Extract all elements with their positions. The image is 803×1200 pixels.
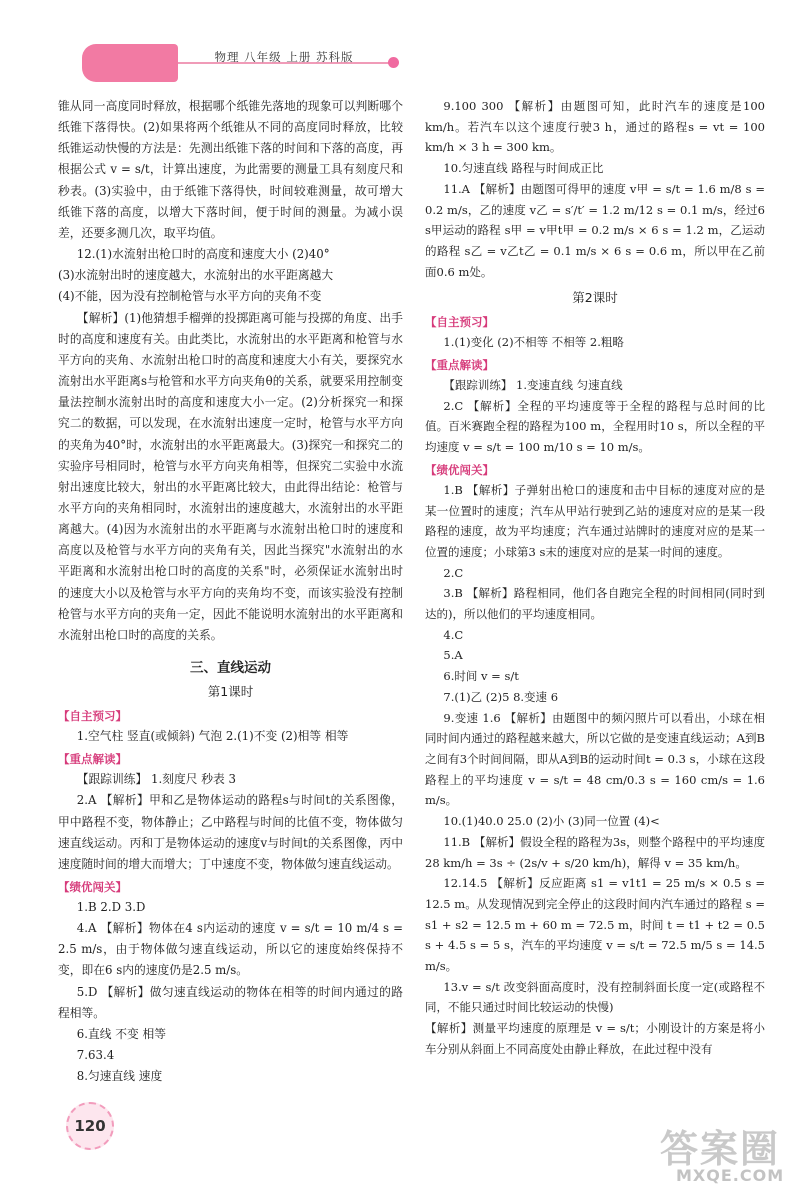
excel-answer-5: 5.D 【解析】做匀速直线运动的物体在相等的时间内通过的路程相等。 (58, 984, 403, 1020)
tag-excel-2: 【绩优闯关】 (425, 462, 494, 477)
header-dot (388, 57, 399, 68)
left-para-1: 锥从同一高度同时释放，根据哪个纸锥先落地的现象可以判断哪个纸锥下落得快。(2)如果将两个纸锥从不同的高度同时释放，比较纸锥运动快慢的方法是：先测出纸锥下落的时间和下落的高度，再根据公式 v = s/t，计算出速度，为此需要的测量工具有刻度尺和秒表。(3)实验中，由于纸锥下落得快，时间较难测量，故可增大纸锥下落的高度，以增大下落时间，便于时间的测量。为减小误差，还要多测几次，取平均值。 (58, 99, 403, 240)
tag-excel: 【绩优闯关】 (58, 880, 127, 894)
excel2-answer-12: 12.14.5 【解析】反应距离 s1 = v1t1 = 25 m/s × 0.5 s = 12.5 m。从发现情况到完全停止的这段时间内汽车通过的路程 s = s1 + s2 = 12.5 m + 60 m = 72.5 m，时间 t = t1 + t2 = 0.5 s + 4.5 s = 5 s，汽车的平均速度 v = s/t = 72.5 m/5 s = 14.5 m/s。 (425, 876, 765, 974)
tag-key-points: 【重点解读】 (58, 752, 127, 767)
lesson-1-title: 第1课时 (207, 684, 254, 700)
key2-answer-2: 2.C 【解析】全程的平均速度等于全程的路程与总时间的比值。百米赛跑全程的路程为100 m，全程用时10 s，所以全程的平均速度 v = s/t = 100 m/10 s = 10 m/s。 (425, 398, 765, 455)
lesson-2-title: 第2课时 (572, 290, 618, 306)
excel2-answer-13-explanation: 【解析】测量平均速度的原理是 v = s/t；小刚设计的方案是将小车分别从斜面上不同高度处由静止释放，在此过程中没有 (425, 1021, 765, 1056)
excel2-answer-13: 13.v = s/t 改变斜面高度时，没有控制斜面长度一定(或路程不同，不能只通过时间比较运动的快慢) (425, 979, 765, 1015)
q12-explanation: 【解析】(1)他猜想手榴弹的投掷距离可能与投掷的角度、出手时的高度和速度有关。由此类比，水流射出的水平距离和枪管与水平方向的夹角、水流射出枪口时的高度和速度大小有关，要探究水流射出水平距离s与枪管和水平方向夹角θ的关系，就要采用控制变量法控制水流射出时的高度和速度大小一定。(2)分析探究一和探究二的数据，可以发现，在水流射出速度一定时，枪管与水平方向的夹角为40°时，水流射出的水平距离最大。(3)探究一和探究二的实验序号相同时，枪管与水平方向夹角相等，但探究二实验中水流射出速度比较大，射出的水平距离比较大，由此得出结论：枪管与水平方向的夹角相同时，水流射出的速度越大，水流射出的水平距离越大。(4)因为水流射出的水平距离与水流射出枪口时的速度和高度以及枪管与水平方向的夹角有关，因此当探究"水流射出的水平距离和水流射出枪口时的高度的关系"时，必须保证水流射出时的速度大小以及枪管与水平方向的夹角均不变，而该实验没有控制枪管与水平方向的夹角一定，因此不能说明水流射出的水平距离和水流射出枪口时的高度的关系。 (58, 310, 403, 642)
excel2-answer-11: 11.B 【解析】假设全程的路程为3s，则整个路程中的平均速度 28 km/h = 3s ÷ (2s/v + s/20 km/h)，解得 v = 35 km/h。 (425, 834, 765, 870)
header-pink-tab (82, 44, 178, 82)
key-answer-2: 2.A 【解析】甲和乙是物体运动的路程s与时间t的关系图像，甲中路程不变，物体静止；乙中路程与时间的比值不变，物体做匀速直线运动。丙和丁是物体运动的速度v与时间t的关系图像，丙中速度随时间的增大而增大；丁中速度不变，物体做匀速直线运动。 (58, 793, 403, 871)
excel-answer-4: 4.A 【解析】物体在4 s内运动的速度 v = s/t = 10 m/4 s = 2.5 m/s，由于物体做匀速直线运动，所以它的速度始终保持不变，即在6 s内的速度仍是2.5 m/s。 (58, 921, 403, 978)
tag-preview-2: 【自主预习】 (425, 315, 494, 330)
excel2-answer-3: 3.B 【解析】路程相同，他们各自跑完全程的时间相同(同时到达的)，所以他们的平均速度相同。 (425, 586, 765, 622)
right-column (425, 96, 765, 1060)
key-answer-1: 【跟踪训练】 1.刻度尺 秒表 3 (76, 772, 236, 787)
preview-answers: 1.空气柱 竖直(或倾斜) 气泡 2.(1)不变 (2)相等 相等 (76, 729, 349, 744)
q10-answer: 10.匀速直线 路程与时间成正比 (443, 161, 604, 176)
excel2-answer-5: 5.A (443, 648, 463, 663)
left-column (58, 96, 403, 1087)
q12-answer-a: 12.(1)水流射出枪口时的高度和速度大小 (2)40° (76, 247, 330, 262)
q12-answer-c: (4)不能，因为没有控制枪管与水平方向的夹角不变 (58, 289, 322, 304)
tag-preview: 【自主预习】 (58, 709, 127, 724)
q9-answer: 9.100 300 【解析】由题图可知，此时汽车的速度是100 km/h。若汽车以这个速度行驶3 h，通过的路程s = vt = 100 km/h × 3 h = 300 km。 (425, 99, 765, 155)
excel2-answer-4: 4.C (443, 627, 464, 642)
watermark-url: MXQE.COM (676, 1166, 785, 1185)
header-label: 物理 八年级 上册 苏科版 (214, 50, 354, 64)
section-title: 三、直线运动 (190, 660, 271, 677)
excel-answer-6: 6.直线 不变 相等 (76, 1026, 166, 1041)
q12-answer-b: (3)水流射出时的速度越大，水流射出的水平距离越大 (58, 268, 334, 283)
key2-answer-1: 【跟踪训练】 1.变速直线 匀速直线 (443, 378, 623, 393)
tag-key-points-2: 【重点解读】 (425, 358, 494, 373)
excel-answer-7: 7.63.4 (76, 1048, 115, 1063)
excel2-answer-2: 2.C (443, 565, 464, 580)
q11-answer: 11.A 【解析】由题图可得甲的速度 v甲 = s/t = 1.6 m/8 s = 0.2 m/s，乙的速度 v乙 = s′/t′ = 1.2 m/12 s = 0.1 m/s，经过6 s甲运动的路程 s甲 = v甲t甲 = 0.2 m/s × 6 s = 1.2 m，乙运动的路程 s乙 = v乙t乙 = 0.1 m/s × 6 s = 0.6 m，所以甲在乙前面0.6 m处。 (425, 181, 765, 279)
excel2-answer-1: 1.B 【解析】子弹射出枪口的速度和击中目标的速度对应的是某一位置时的速度；汽车从甲站行驶到乙站的速度对应的是某一段路程的速度，故为平均速度；汽车通过站牌时的速度对应的是某一位置的速度；小球第3 s末的速度对应的是某一时间的速度。 (425, 482, 765, 559)
watermark-logo: 答案圈 (660, 1127, 781, 1171)
excel2-answer-6: 6.时间 v = s/t (443, 669, 519, 684)
excel2-answer-9: 9.变速 1.6 【解析】由题图中的频闪照片可以看出，小球在相同时间内通过的路程越来越大，所以它做的是变速直线运动；A到B之间有3个时间间隔，即从A到B的运动时间t = 0.3 s，小球在这段路程上的平均速度 v = s/t = 48 cm/0.3 s = 160 cm/s = 1.6 m/s。 (425, 710, 765, 808)
excel-answer-1: 1.B 2.D 3.D (76, 900, 146, 914)
preview-answers-2: 1.(1)变化 (2)不相等 不相等 2.粗略 (443, 335, 624, 350)
excel2-answer-10: 10.(1)40.0 25.0 (2)小 (3)同一位置 (4)< (443, 814, 660, 829)
excel-answer-8: 8.匀速直线 速度 (76, 1069, 163, 1084)
page-number: 120 (66, 1102, 114, 1150)
excel2-answer-7: 7.(1)乙 (2)5 8.变速 6 (443, 689, 559, 704)
